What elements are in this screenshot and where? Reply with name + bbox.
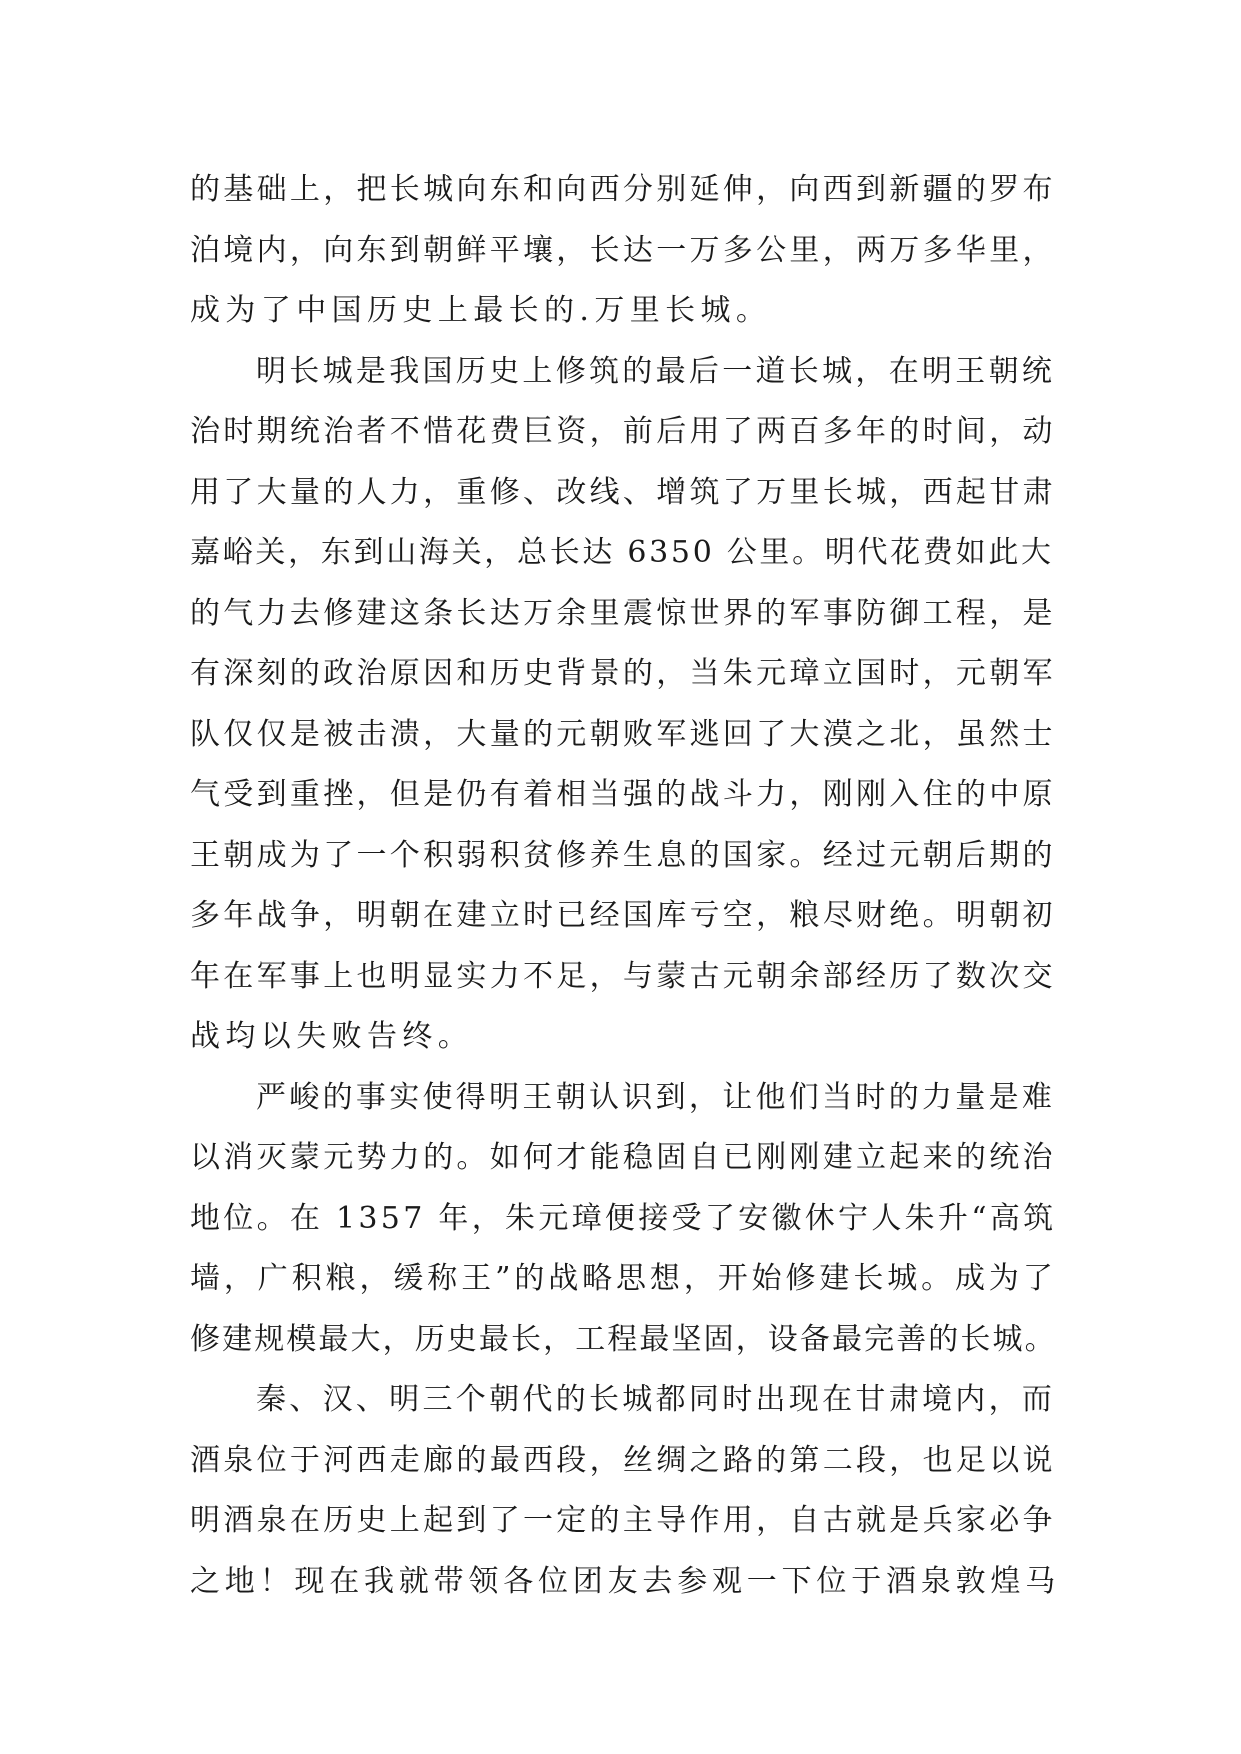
text-line: 年在军事上也明显实力不足，与蒙古元朝余部经历了数次交 — [190, 958, 1056, 994]
text-line: 用了大量的人力，重修、改线、增筑了万里长城，西起甘肃 — [190, 474, 1056, 510]
text-line: 酒泉位于河西走廊的最西段，丝绸之路的第二段，也足以说 — [190, 1442, 1056, 1478]
text-line: 队仅仅是被击溃，大量的元朝败军逃回了大漠之北，虽然士 — [190, 716, 1056, 752]
text-line: 多年战争，明朝在建立时已经国库亏空，粮尽财绝。明朝初 — [190, 898, 1056, 933]
text-line: 地位。在 1357 年，朱元璋便接受了安徽休宁人朱升“高筑 — [190, 1200, 1057, 1236]
text-line: 嘉峪关，东到山海关，总长达 6350 公里。明代花费如此大 — [190, 535, 1054, 570]
text-line: 之地！现在我就带领各位团友去参观一下位于酒泉敦煌马 — [190, 1563, 1060, 1599]
text-line: 成为了中国历史上最长的.万里长城。 — [190, 293, 772, 328]
text-line: 墙，广积粮，缓称王”的战略思想，开始修建长城。成为了 — [190, 1261, 1057, 1296]
text-line: 以消灭蒙元势力的。如何才能稳固自已刚刚建立起来的统治 — [190, 1140, 1056, 1175]
text-line: 气受到重挫，但是仍有着相当强的战斗力，刚刚入住的中原 — [190, 777, 1056, 812]
text-line: 的基础上，把长城向东和向西分别延伸，向西到新疆的罗布 — [190, 172, 1056, 207]
text-line: 王朝成为了一个积弱积贫修养生息的国家。经过元朝后期的 — [190, 837, 1056, 873]
paragraph-first-line: 严峻的事实使得明王朝认识到，让他们当时的力量是难 — [256, 1079, 1056, 1115]
text-line: 有深刻的政治原因和历史背景的，当朱元璋立国时，元朝军 — [190, 656, 1056, 691]
document-body — [190, 160, 1060, 1612]
paragraph-first-line: 明长城是我国历史上修筑的最后一道长城，在明王朝统 — [256, 353, 1056, 389]
paragraph-first-line: 秦、汉、明三个朝代的长城都同时出现在甘肃境内，而 — [256, 1382, 1056, 1417]
text-line: 治时期统治者不惜花费巨资，前后用了两百多年的时间，动 — [190, 414, 1056, 449]
text-line: 的气力去修建这条长达万余里震惊世界的军事防御工程，是 — [190, 595, 1056, 631]
text-line: 泊境内，向东到朝鲜平壤，长达一万多公里，两万多华里， — [190, 232, 1056, 268]
text-line: 明酒泉在历史上起到了一定的主导作用，自古就是兵家必争 — [190, 1503, 1056, 1538]
text-line: 修建规模最大，历史最长，工程最坚固，设备最完善的长城。 — [190, 1321, 1057, 1357]
text-line: 战均以失败告终。 — [190, 1019, 474, 1054]
